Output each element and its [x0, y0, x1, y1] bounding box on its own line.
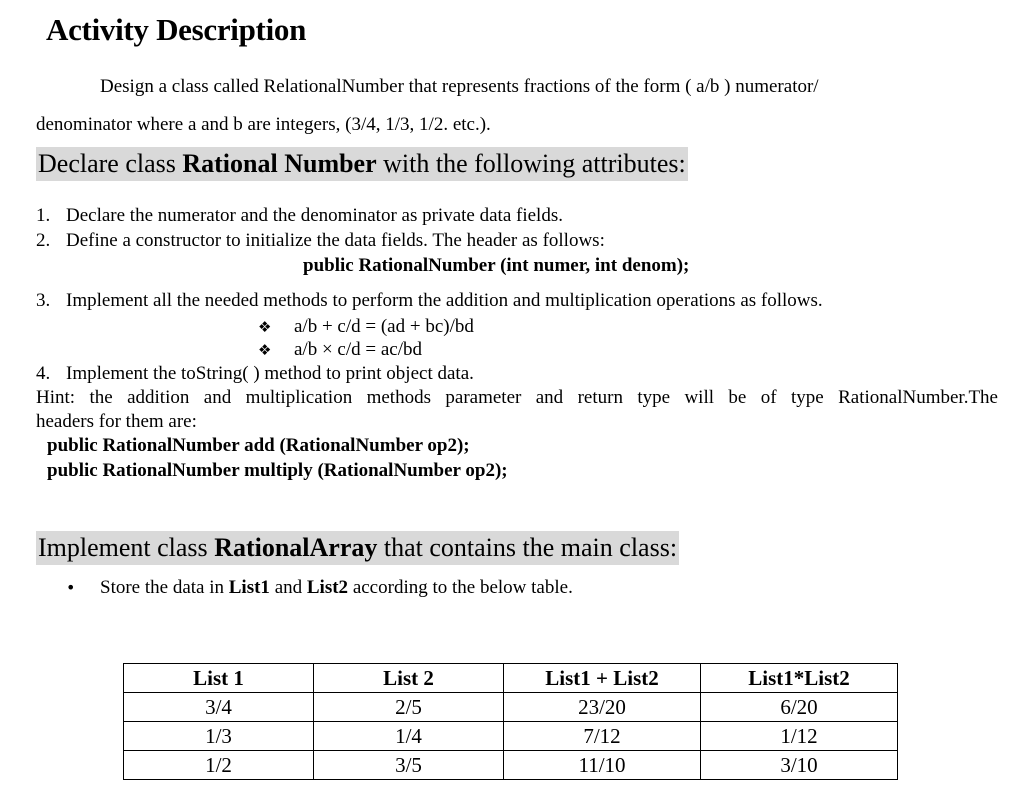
- table-cell: 3/10: [701, 751, 898, 780]
- formula-item: [258, 316, 474, 338]
- heading-text: that contains the main class:: [377, 533, 678, 562]
- table-cell: 1/2: [124, 751, 314, 780]
- bullet-icon: •: [66, 578, 76, 597]
- store-bold-list2: List2: [306, 577, 349, 598]
- table-cell: 3/5: [314, 751, 504, 780]
- table-cell: 11/10: [504, 751, 701, 780]
- list-item: [36, 290, 823, 312]
- heading-bold-text: RationalArray: [214, 533, 378, 562]
- store-text: according to the below table.: [348, 577, 573, 598]
- item-text: Implement all the needed methods to perform the addition and multiplication operations as follows.: [66, 290, 823, 311]
- list-item: [36, 205, 563, 227]
- item-text: Define a constructor to initialize the data fields. The header as follows:: [66, 230, 605, 251]
- table-row: [124, 693, 898, 722]
- item-number: 3.: [36, 290, 51, 311]
- table-row: [124, 722, 898, 751]
- table-cell: 3/4: [124, 693, 314, 722]
- store-text: and: [269, 577, 307, 598]
- item-number: 4.: [36, 363, 51, 384]
- item-text: Implement the toString( ) method to print object data.: [66, 363, 474, 384]
- table-cell: 7/12: [504, 722, 701, 751]
- item-number: 1.: [36, 205, 51, 226]
- intro-line-1: Design a class called RelationalNumber that represents fractions of the form ( a/b ) numerator/: [100, 76, 819, 97]
- heading-bold-text: Rational Number: [182, 149, 377, 178]
- item-text: Declare the numerator and the denominator as private data fields.: [66, 205, 563, 226]
- store-instruction: [66, 577, 573, 599]
- list-item: [36, 230, 605, 252]
- constructor-header-code: public RationalNumber (int numer, int denom);: [303, 255, 690, 276]
- heading-text: Implement class: [38, 533, 215, 562]
- intro-line-2: denominator where a and b are integers, (3/4, 1/3, 1/2. etc.).: [36, 114, 491, 135]
- lists-table: [123, 663, 898, 780]
- multiply-method-header: public RationalNumber multiply (RationalNumber op2);: [47, 460, 508, 481]
- table-row: [124, 751, 898, 780]
- column-header: List 1: [124, 664, 314, 693]
- hint-line-2: headers for them are:: [36, 411, 197, 432]
- table-cell: 23/20: [504, 693, 701, 722]
- table-cell: 1/12: [701, 722, 898, 751]
- page-title: Activity Description: [46, 12, 307, 47]
- diamond-bullet-icon: ❖: [258, 341, 272, 359]
- formula-text: a/b × c/d = ac/bd: [294, 339, 422, 360]
- formula-item: [258, 339, 422, 361]
- table-cell: 2/5: [314, 693, 504, 722]
- diamond-bullet-icon: ❖: [258, 318, 272, 336]
- heading-text: with the following attributes:: [376, 149, 686, 178]
- list-item: [36, 363, 474, 385]
- store-text: Store the data in: [100, 577, 229, 598]
- hint-line-1: Hint: the addition and multiplication methods parameter and return type will be of type RationalNumber.The: [36, 387, 998, 408]
- section-heading-rational-array: [36, 531, 679, 565]
- column-header: List1*List2: [701, 664, 898, 693]
- add-method-header: public RationalNumber add (RationalNumber op2);: [47, 435, 470, 456]
- table-cell: 1/3: [124, 722, 314, 751]
- column-header: List 2: [314, 664, 504, 693]
- store-bold-list1: List1: [228, 577, 270, 598]
- heading-text: Declare class: [38, 149, 183, 178]
- table-header-row: [124, 664, 898, 693]
- column-header: List1 + List2: [504, 664, 701, 693]
- item-number: 2.: [36, 230, 51, 251]
- section-heading-rational-number: [36, 147, 688, 181]
- table-cell: 1/4: [314, 722, 504, 751]
- formula-text: a/b + c/d = (ad + bc)/bd: [294, 316, 474, 337]
- table-cell: 6/20: [701, 693, 898, 722]
